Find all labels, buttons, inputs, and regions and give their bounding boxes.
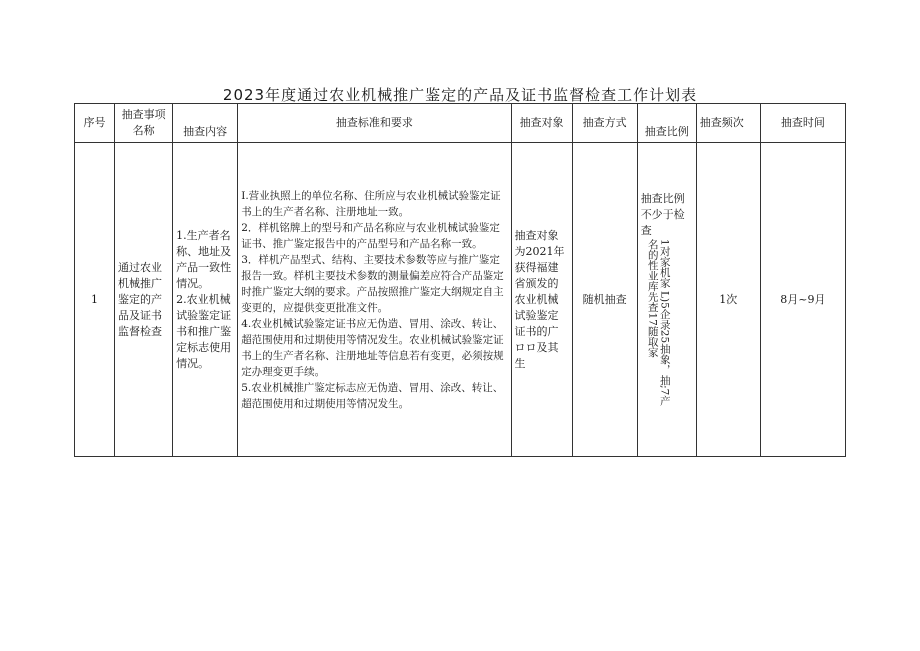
standard-line-1: I.营业执照上的单位名称、住所应与农业机械试验鉴定证书上的生产者名称、注册地址一致。 [241,189,501,218]
header-frequency: 抽查频次 [696,104,760,143]
table-header-row [75,104,846,143]
standard-line-4: 4.农业机械试验鉴定证书应无伪造、冒用、涂改、转让、超范围使用和过期使用等情况发生。农业机械试验鉴定证书上的生产者名称、注册地址等信息若有变更，必须按规定办理变更手续。 [241,317,504,378]
inspection-plan-table [74,103,846,457]
header-method: 抽查方式 [572,104,637,143]
cell-no: 1 [75,143,115,457]
cell-ratio [637,143,696,457]
cell-method: 随机抽查 [572,143,637,457]
table-row [75,143,846,457]
standard-line-3: 3．样机产品型式、结构、主要技术参数等应与推广鉴定报告一致。样机主要技术参数的测量偏差应符合产品鉴定时推广鉴定大纲的要求。产品按照推广鉴定大纲规定自主变更的，应提供变更批准文件。 [241,253,504,314]
standard-line-5: 5.农业机械推广鉴定标志应无伪造、冒用、涂改、转让、超范围使用和过期使用等情况发生。 [241,381,504,410]
header-content: 抽查内容 [173,104,238,143]
ratio-text: 抽查比例不少于检查 [640,191,685,237]
header-object: 抽查对象 [511,104,572,143]
content-line-2: 2.农业机械试验鉴定证书和推广鉴定标志使用情况。 [176,292,232,370]
header-ratio: 抽查比例 [637,104,696,143]
header-no: 序号 [75,104,115,143]
header-standard: 抽查标准和要求 [238,104,511,143]
content-line-1: 1.生产者名称、地址及产品一致性情况。 [176,228,232,290]
cell-standard [238,143,511,457]
cell-time: 8月~9月 [760,143,845,457]
cell-item: 通过农业机械推广鉴定的产品及证书监督检查 [115,143,173,457]
standard-line-2: 2．样机铭牌上的型号和产品名称应与农业机械试验鉴定证书、推广鉴定报告中的产品型号和产品名称一致。 [241,221,500,250]
cell-frequency: 1次 [696,143,760,457]
page-title: 2023年度通过农业机械推广鉴定的产品及证书监督检查工作计划表 [222,86,698,104]
cell-content [173,143,238,457]
header-item: 抽查事项名称 [115,104,173,143]
ratio-vertical-text: 1对家机家 L)5企录25抽象，抽;7产名的性业库先查17随取家 [646,238,671,406]
cell-object: 抽查对象为2021年获得福建省颁发的农业机械试验鉴定证书的广ロロ及其生 [511,143,572,457]
header-time: 抽查时间 [760,104,845,143]
